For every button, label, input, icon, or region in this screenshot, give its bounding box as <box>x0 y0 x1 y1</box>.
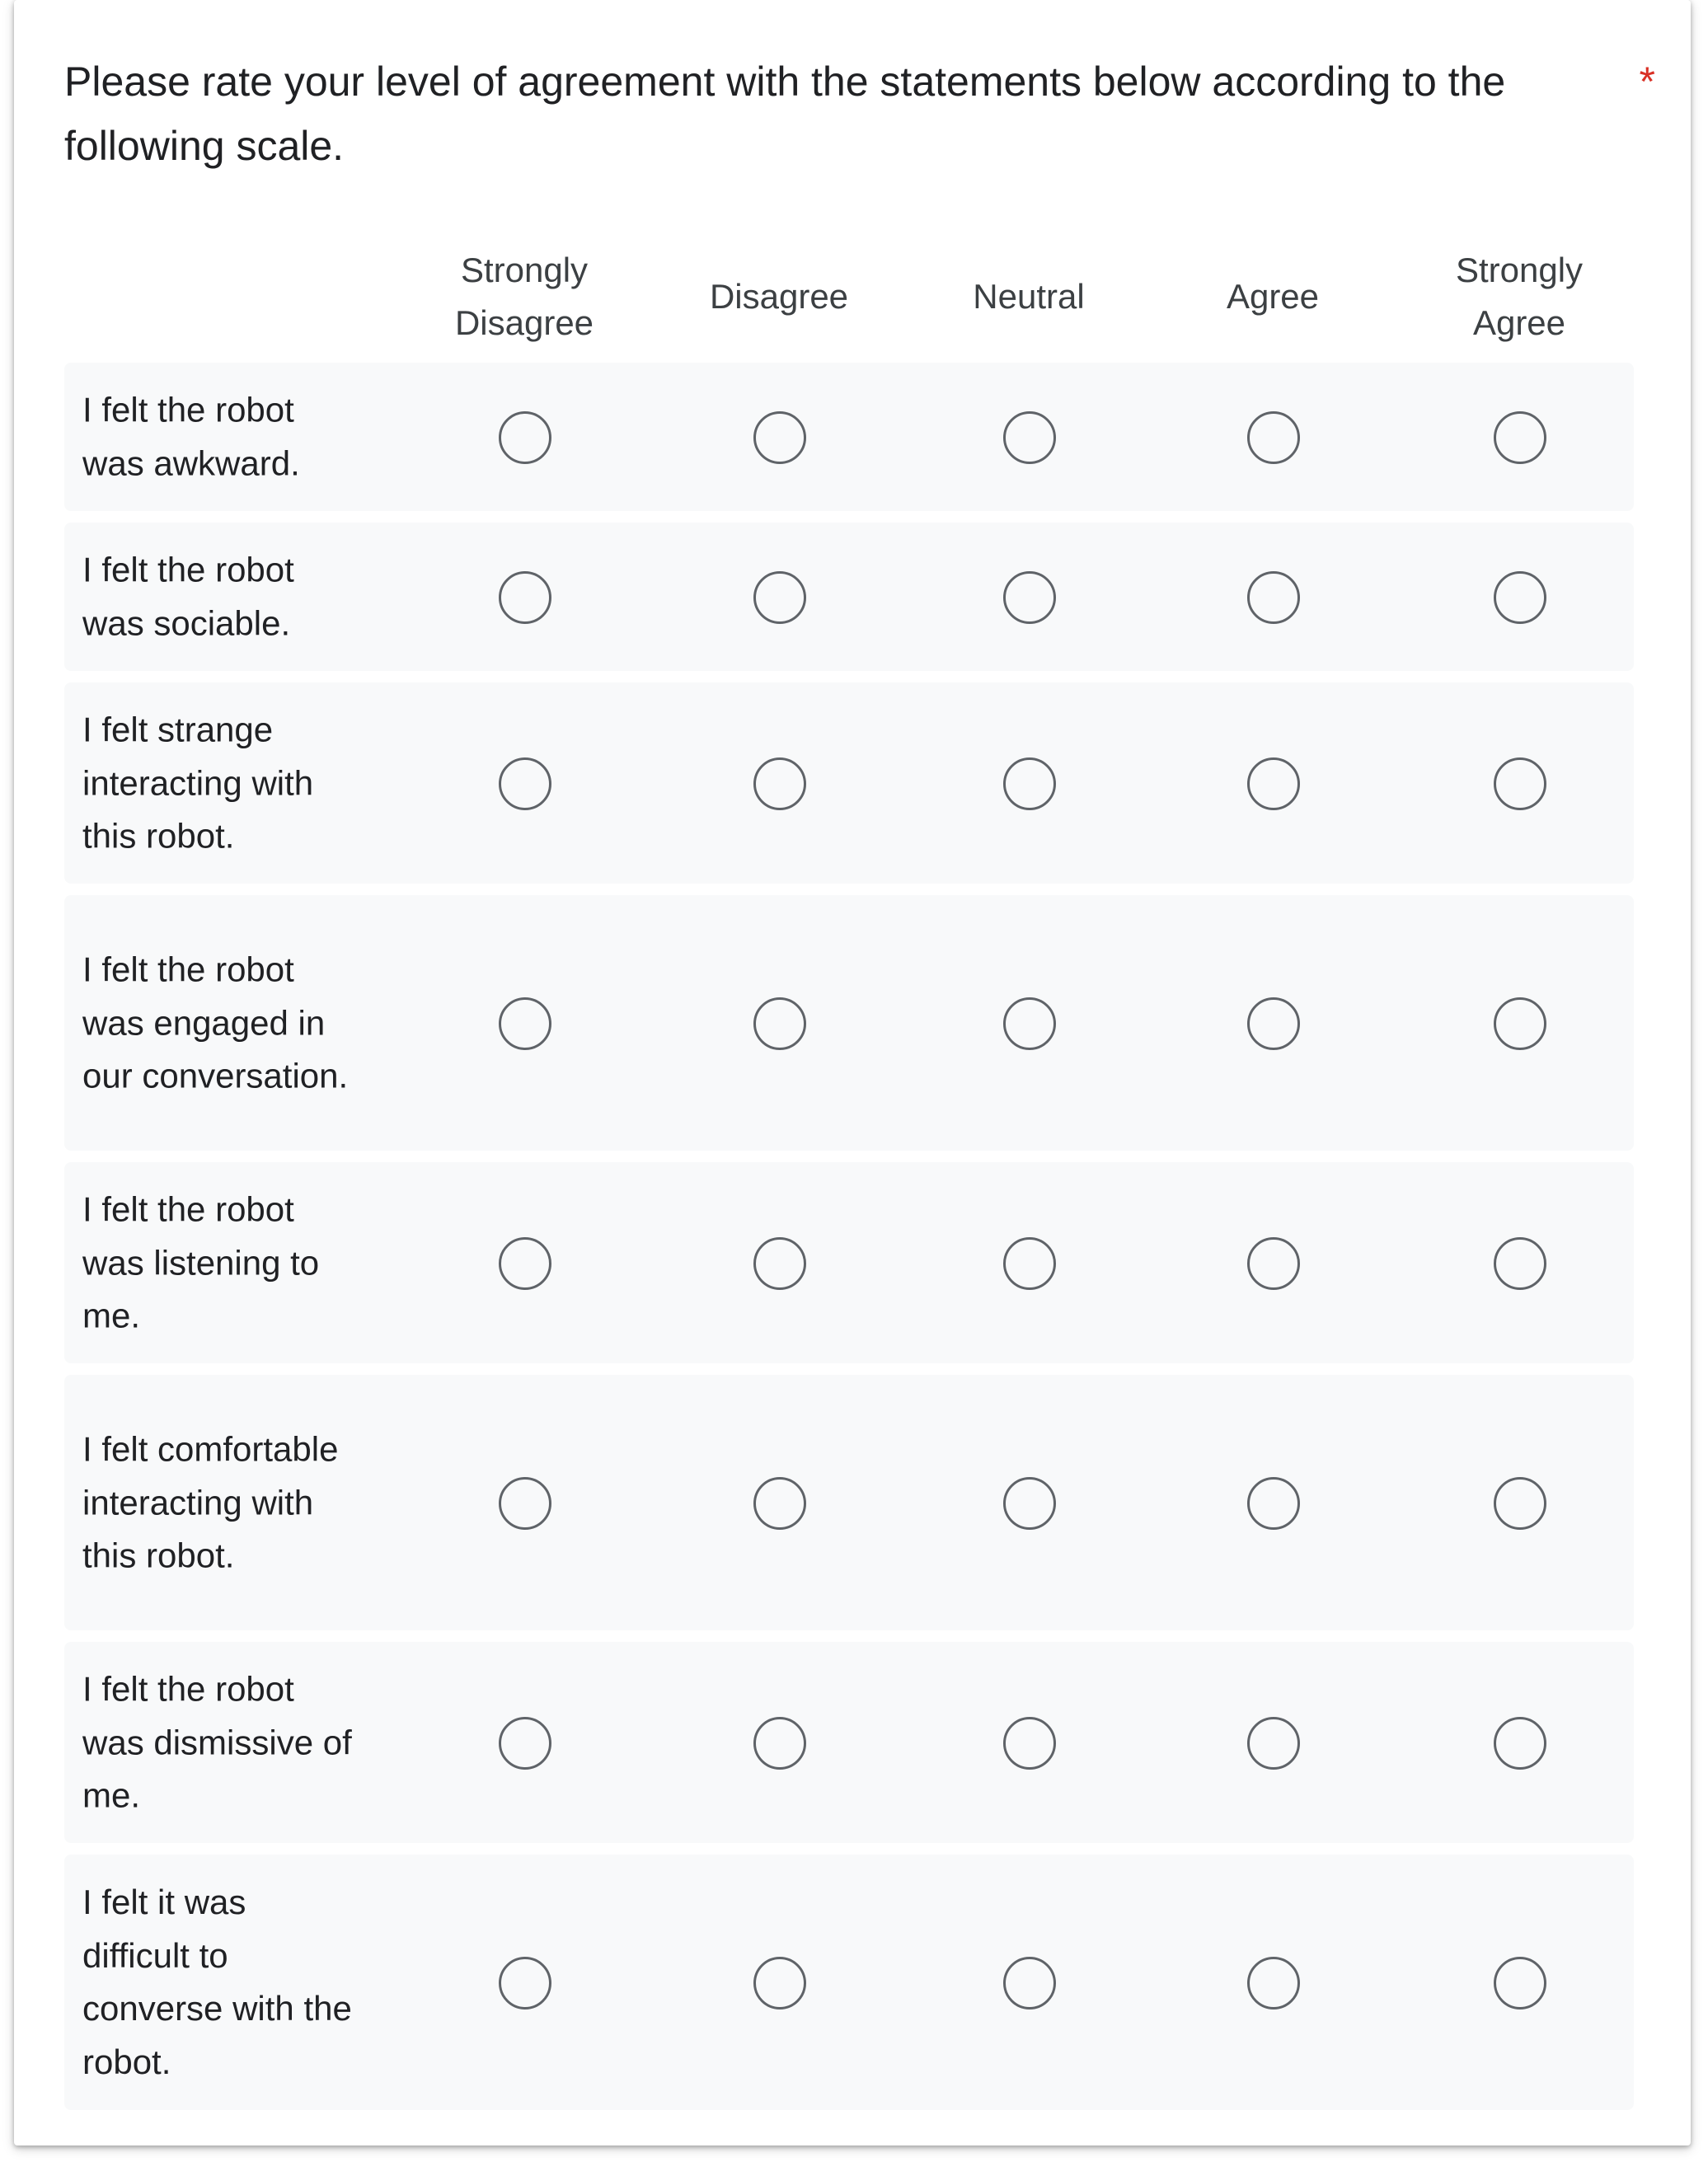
radio-strongly-agree[interactable] <box>1494 1957 1546 2010</box>
radio-strongly-disagree[interactable] <box>499 757 551 810</box>
radio-disagree[interactable] <box>753 997 806 1050</box>
radio-agree[interactable] <box>1247 571 1300 624</box>
radio-disagree[interactable] <box>753 1957 806 2010</box>
radio-neutral[interactable] <box>1003 1717 1056 1770</box>
statement-label: I felt comfortable interacting with this robot. <box>82 1429 339 1575</box>
statement-label: I felt the robot was dismissive of me. <box>82 1669 352 1815</box>
statement-grid <box>64 363 1634 2122</box>
radio-strongly-disagree[interactable] <box>499 1717 551 1770</box>
statement-label: I felt it was difficult to converse with the robot. <box>82 1883 352 2081</box>
statement-label: I felt the robot was listening to me. <box>82 1189 320 1335</box>
radio-strongly-agree[interactable] <box>1494 1477 1546 1530</box>
radio-strongly-agree[interactable] <box>1494 1717 1546 1770</box>
radio-strongly-disagree[interactable] <box>499 1477 551 1530</box>
radio-disagree[interactable] <box>753 1477 806 1530</box>
column-header-disagree: Disagree <box>709 277 849 316</box>
question-card <box>14 0 1691 2146</box>
radio-neutral[interactable] <box>1003 1477 1056 1530</box>
column-header-agree: Agree <box>1226 277 1320 316</box>
radio-agree[interactable] <box>1247 1957 1300 2010</box>
radio-strongly-agree[interactable] <box>1494 411 1546 464</box>
required-asterisk: * <box>1639 59 1655 105</box>
statement-label: I felt the robot was sociable. <box>82 550 294 642</box>
radio-strongly-agree[interactable] <box>1494 757 1546 810</box>
radio-strongly-disagree[interactable] <box>499 411 551 464</box>
radio-disagree[interactable] <box>753 757 806 810</box>
radio-disagree[interactable] <box>753 411 806 464</box>
statement-row-sociable <box>64 523 1634 671</box>
statement-row-listening <box>64 1162 1634 1363</box>
statement-row-awkward <box>64 363 1634 511</box>
question-text <box>64 49 1655 178</box>
radio-strongly-disagree[interactable] <box>499 997 551 1050</box>
column-header-neutral: Neutral <box>973 277 1085 316</box>
column-header-strongly-disagree: Strongly Disagree <box>454 251 594 342</box>
radio-strongly-agree[interactable] <box>1494 997 1546 1050</box>
question-prompt: Please rate your level of agreement with the statements below according to the following scale. <box>64 59 1506 169</box>
statement-label: I felt the robot was awkward. <box>82 390 300 482</box>
scale-header-row <box>64 239 1634 354</box>
radio-strongly-agree[interactable] <box>1494 571 1546 624</box>
radio-neutral[interactable] <box>1003 1237 1056 1290</box>
radio-strongly-agree[interactable] <box>1494 1237 1546 1290</box>
radio-neutral[interactable] <box>1003 997 1056 1050</box>
radio-neutral[interactable] <box>1003 1957 1056 2010</box>
statement-label: I felt strange interacting with this robot. <box>82 710 314 856</box>
radio-neutral[interactable] <box>1003 757 1056 810</box>
radio-neutral[interactable] <box>1003 411 1056 464</box>
statement-row-comfortable <box>64 1375 1634 1630</box>
statement-row-dismissive <box>64 1642 1634 1843</box>
radio-disagree[interactable] <box>753 1717 806 1770</box>
column-header-strongly-agree: Strongly Agree <box>1455 251 1584 342</box>
radio-agree[interactable] <box>1247 411 1300 464</box>
radio-strongly-disagree[interactable] <box>499 1237 551 1290</box>
radio-neutral[interactable] <box>1003 571 1056 624</box>
radio-agree[interactable] <box>1247 997 1300 1050</box>
statement-row-difficult <box>64 1855 1634 2110</box>
radio-strongly-disagree[interactable] <box>499 571 551 624</box>
statement-row-strange <box>64 682 1634 884</box>
statement-row-engaged <box>64 895 1634 1151</box>
statement-label: I felt the robot was engaged in our conversation. <box>82 950 349 1095</box>
radio-agree[interactable] <box>1247 1237 1300 1290</box>
radio-agree[interactable] <box>1247 1477 1300 1530</box>
radio-strongly-disagree[interactable] <box>499 1957 551 2010</box>
radio-disagree[interactable] <box>753 1237 806 1290</box>
radio-disagree[interactable] <box>753 571 806 624</box>
radio-agree[interactable] <box>1247 757 1300 810</box>
radio-agree[interactable] <box>1247 1717 1300 1770</box>
